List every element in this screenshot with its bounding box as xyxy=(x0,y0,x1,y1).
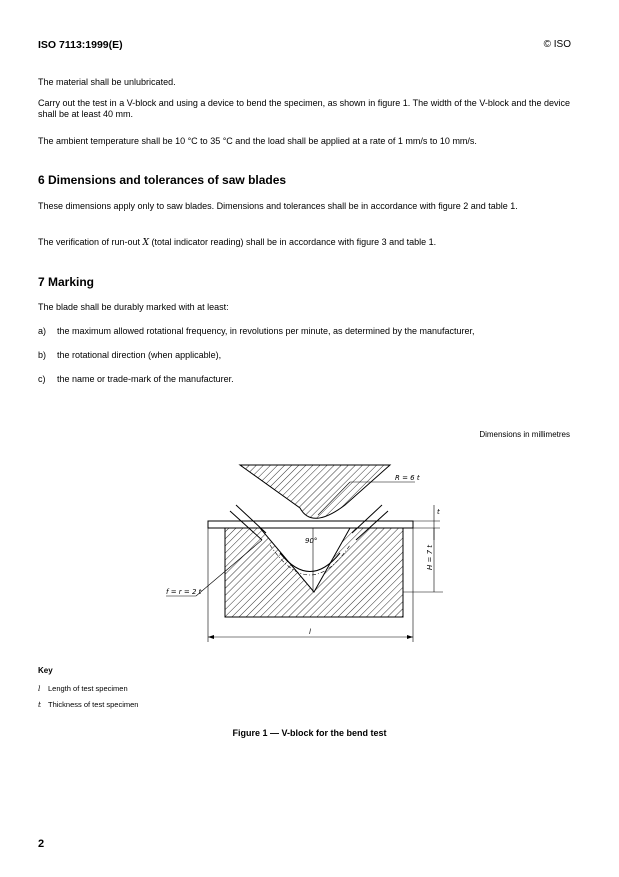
section-7-heading: 7 Marking xyxy=(38,275,95,289)
figure-caption: Figure 1 — V-block for the bend test xyxy=(232,728,387,738)
key-item: t Thickness of test specimen xyxy=(38,700,139,709)
dimensions-note: Dimensions in millimetres xyxy=(479,430,570,439)
v-block-drawing xyxy=(150,455,450,650)
paragraph-v-block: Carry out the test in a V-block and using a device to bend the specimen, as shown in figure 1. The width of the V-block and the device shall be at least 40 mm. xyxy=(38,98,570,119)
section-6-heading: 6 Dimensions and tolerances of saw blades xyxy=(38,173,287,187)
copyright: © ISO xyxy=(543,39,571,50)
page-number: 2 xyxy=(38,838,45,850)
list-item: c) the name or trade-mark of the manufacturer. xyxy=(38,374,234,384)
section-7-intro: The blade shall be durably marked with at least: xyxy=(38,302,229,312)
angle-label: 90° xyxy=(305,537,318,545)
section-6-paragraph: These dimensions apply only to saw blades. Dimensions and tolerances shall be in accordance with figure 2 and table 1. xyxy=(38,201,518,211)
round-label: f = r = 2 t xyxy=(166,588,202,596)
standard-id: ISO 7113:1999(E) xyxy=(38,39,123,51)
bending-punch xyxy=(240,465,390,518)
key-item: l Length of test specimen xyxy=(38,684,128,693)
section-6-runout-paragraph: The verification of run-out X (total indicator reading) shall be in accordance with figure 3 and table 1. xyxy=(38,237,437,248)
height-label: H = 7 t xyxy=(426,544,434,570)
list-item: a) the maximum allowed rotational frequency, in revolutions per minute, as determined by the manufacturer, xyxy=(38,326,475,336)
key-title: Key xyxy=(38,666,53,675)
paragraph-unlubricated: The material shall be unlubricated. xyxy=(38,77,176,87)
test-specimen xyxy=(208,521,413,528)
paragraph-temperature: The ambient temperature shall be 10 °C to 35 °C and the load shall be applied at a rate of 1 mm/s to 10 mm/s. xyxy=(38,136,477,146)
list-item: b) the rotational direction (when applicable), xyxy=(38,350,222,360)
length-label: l xyxy=(309,628,311,636)
radius-label: R = 6 t xyxy=(395,474,420,482)
thickness-label: t xyxy=(437,508,440,516)
runout-variable: X xyxy=(142,238,149,248)
